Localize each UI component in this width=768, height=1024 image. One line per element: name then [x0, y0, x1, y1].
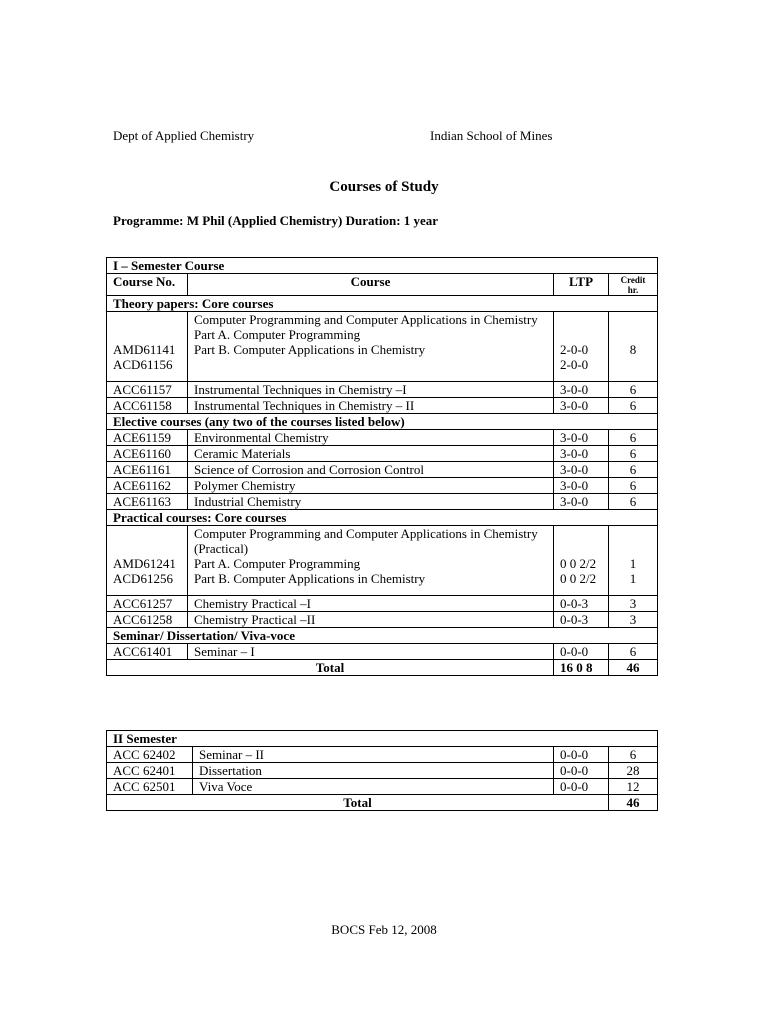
credit-value: 6: [609, 747, 658, 763]
programme-line: Programme: M Phil (Applied Chemistry) Duration: 1 year: [113, 213, 439, 228]
credit-value: 12: [609, 779, 658, 795]
course-name: Part A. Computer Programming: [194, 327, 361, 342]
total-credit: 46: [609, 660, 658, 676]
credit-value: 6: [609, 644, 658, 660]
course-code: ACC61258: [107, 612, 188, 628]
table-row: [107, 494, 658, 510]
course-name: Ceramic Materials: [188, 446, 554, 462]
table-row: [107, 747, 658, 763]
course-code: ACD61156: [113, 357, 173, 372]
footer-note: BOCS Feb 12, 2008: [331, 922, 437, 937]
semester-1-table: [106, 257, 658, 676]
ltp-value: 3-0-0: [554, 398, 609, 414]
course-code: ACE61161: [107, 462, 188, 478]
course-code-cell: [107, 526, 188, 596]
total-row: [107, 660, 658, 676]
table-row: [107, 430, 658, 446]
course-name: Part B. Computer Applications in Chemistry: [194, 571, 426, 586]
credit-value: 6: [609, 398, 658, 414]
course-name: Viva Voce: [193, 779, 554, 795]
dept-name: Dept of Applied Chemistry: [113, 128, 255, 143]
credit-value: 3: [609, 612, 658, 628]
course-name: Industrial Chemistry: [188, 494, 554, 510]
table-row: [107, 644, 658, 660]
ltp-value: 3-0-0: [554, 382, 609, 398]
ltp-value: 2-0-0: [560, 357, 589, 372]
ltp-value: 0-0-3: [554, 612, 609, 628]
course-code: ACE61160: [107, 446, 188, 462]
ltp-value: 0-0-0: [554, 747, 609, 763]
table-row: [107, 398, 658, 414]
credit-value: 28: [609, 763, 658, 779]
table-row: [107, 596, 658, 612]
col-header-course: Course: [188, 274, 554, 296]
credit-value: 6: [609, 430, 658, 446]
credit-value: 6: [609, 382, 658, 398]
course-name: Instrumental Techniques in Chemistry – II: [188, 398, 554, 414]
ltp-cell: [554, 312, 609, 382]
total-label: Total: [107, 660, 554, 676]
credit-cell: [609, 526, 658, 596]
ltp-value: 0 0 2/2: [560, 556, 597, 571]
semester-1-heading: I – Semester Course: [107, 258, 658, 274]
course-code: ACC 62401: [107, 763, 193, 779]
ltp-value: 0-0-0: [554, 779, 609, 795]
table-row: [107, 779, 658, 795]
table-row: [107, 312, 658, 382]
credit-value: 6: [609, 446, 658, 462]
credit-value: 1: [629, 556, 637, 571]
course-code: ACC61158: [107, 398, 188, 414]
course-name: Part A. Computer Programming: [194, 556, 361, 571]
table-row: [107, 382, 658, 398]
course-code: AMD61141: [113, 342, 176, 357]
course-name: Part B. Computer Applications in Chemistry: [194, 342, 426, 357]
course-code: ACC 62501: [107, 779, 193, 795]
credit-value: 6: [609, 462, 658, 478]
course-code: ACC61401: [107, 644, 188, 660]
course-code: ACC61257: [107, 596, 188, 612]
credit-value: 3: [609, 596, 658, 612]
ltp-value: 3-0-0: [554, 494, 609, 510]
theory-core-heading: Theory papers: Core courses: [107, 296, 658, 312]
course-name: Chemistry Practical –I: [188, 596, 554, 612]
course-name: Dissertation: [193, 763, 554, 779]
col-header-course-no: Course No.: [107, 274, 188, 296]
course-name-cell: [188, 526, 554, 596]
course-code-cell: [107, 312, 188, 382]
ltp-cell: [554, 526, 609, 596]
table-row: [107, 478, 658, 494]
table-row: [107, 526, 658, 596]
table-row: [107, 612, 658, 628]
course-name: Instrumental Techniques in Chemistry –I: [188, 382, 554, 398]
course-code: AMD61241: [113, 556, 176, 571]
total-label: Total: [107, 795, 609, 811]
ltp-value: 0-0-3: [554, 596, 609, 612]
total-row: [107, 795, 658, 811]
ltp-value: 3-0-0: [554, 446, 609, 462]
col-header-credit: Credit hr.: [609, 274, 658, 296]
seminar-heading: Seminar/ Dissertation/ Viva-voce: [107, 628, 658, 644]
institute-name: Indian School of Mines: [430, 128, 553, 143]
course-code: ACE61162: [107, 478, 188, 494]
course-code: ACC61157: [107, 382, 188, 398]
col-header-ltp: LTP: [554, 274, 609, 296]
course-name: Seminar – II: [193, 747, 554, 763]
course-code: ACE61163: [107, 494, 188, 510]
credit-value: 8: [629, 342, 637, 357]
table-row: [107, 446, 658, 462]
course-name-cell: [188, 312, 554, 382]
credit-value: 1: [629, 571, 637, 586]
table-row: [107, 462, 658, 478]
practical-core-heading: Practical courses: Core courses: [107, 510, 658, 526]
page-title: Courses of Study: [329, 179, 439, 195]
total-credit: 46: [609, 795, 658, 811]
elective-heading: Elective courses (any two of the courses listed below): [107, 414, 658, 430]
credit-value: 6: [609, 494, 658, 510]
ltp-value: 3-0-0: [554, 430, 609, 446]
ltp-value: 2-0-0: [560, 342, 589, 357]
course-code: ACD61256: [113, 571, 173, 586]
ltp-value: 0-0-0: [554, 644, 609, 660]
ltp-value: 0-0-0: [554, 763, 609, 779]
course-code: ACE61159: [107, 430, 188, 446]
ltp-value: 3-0-0: [554, 478, 609, 494]
course-code: ACC 62402: [107, 747, 193, 763]
course-name: Environmental Chemistry: [188, 430, 554, 446]
ltp-value: 3-0-0: [554, 462, 609, 478]
ltp-value: 0 0 2/2: [560, 571, 597, 586]
table-row: [107, 763, 658, 779]
course-name: Chemistry Practical –II: [188, 612, 554, 628]
course-name: Science of Corrosion and Corrosion Control: [188, 462, 554, 478]
credit-cell: [609, 312, 658, 382]
course-group-title: Computer Programming and Computer Applications in Chemistry (Practical): [194, 526, 538, 556]
semester-2-table: [106, 730, 658, 811]
total-ltp: 16 0 8: [554, 660, 609, 676]
course-name: Seminar – I: [188, 644, 554, 660]
semester-2-heading: II Semester: [107, 731, 658, 747]
credit-value: 6: [609, 478, 658, 494]
course-name: Polymer Chemistry: [188, 478, 554, 494]
course-group-title: Computer Programming and Computer Applications in Chemistry: [194, 312, 538, 327]
